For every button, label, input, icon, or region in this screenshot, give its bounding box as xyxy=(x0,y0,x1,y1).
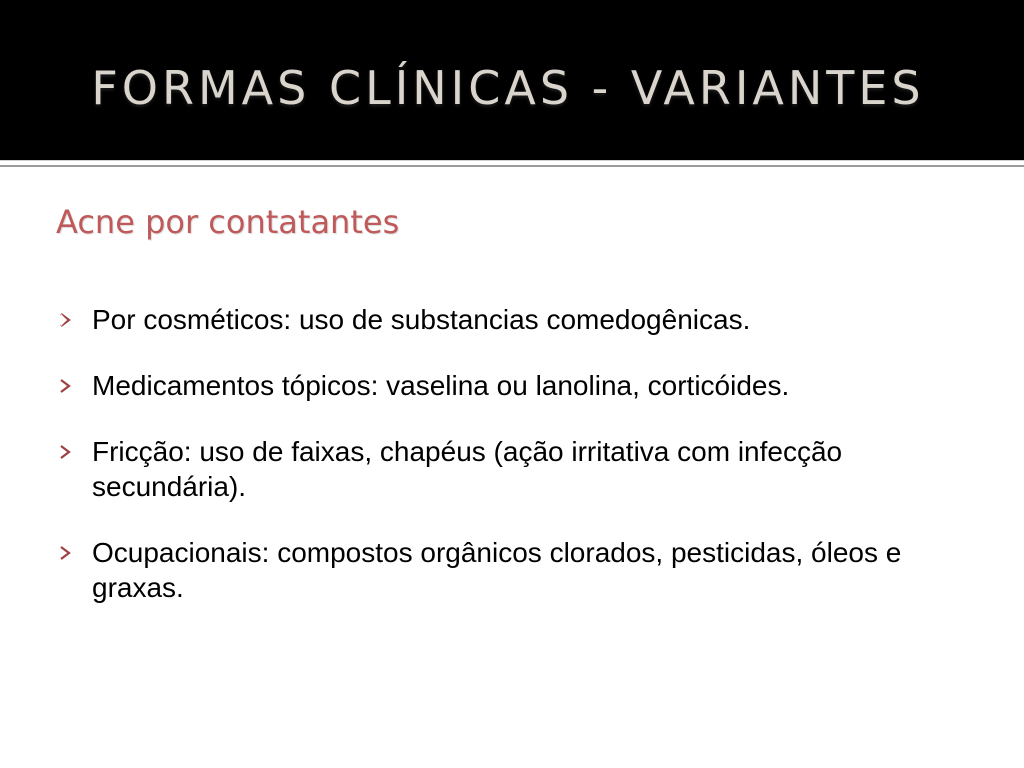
bullet-text: Por cosméticos: uso de substancias comedogênicas. xyxy=(92,304,751,335)
title-divider xyxy=(0,160,1024,167)
arrowhead-bullet-icon xyxy=(56,302,78,337)
arrowhead-bullet-icon xyxy=(56,535,78,570)
bullet-list xyxy=(56,302,956,636)
arrowhead-bullet-icon xyxy=(56,434,78,469)
bullet-item xyxy=(56,302,956,337)
arrowhead-bullet-icon xyxy=(56,368,78,403)
bullet-text: Fricção: uso de faixas, chapéus (ação irritativa com infecção secundária). xyxy=(92,436,843,502)
slide-subtitle: Acne por contatantes xyxy=(56,203,400,241)
bullet-item xyxy=(56,535,956,605)
bullet-text: Medicamentos tópicos: vaselina ou lanolina, corticóides. xyxy=(92,370,790,401)
bullet-item xyxy=(56,368,956,403)
title-bar xyxy=(0,0,1024,160)
bullet-item xyxy=(56,434,956,504)
bullet-text: Ocupacionais: compostos orgânicos clorados, pesticidas, óleos e graxas. xyxy=(92,537,902,603)
slide-title: FORMAS CLÍNICAS - VARIANTES xyxy=(91,61,925,115)
